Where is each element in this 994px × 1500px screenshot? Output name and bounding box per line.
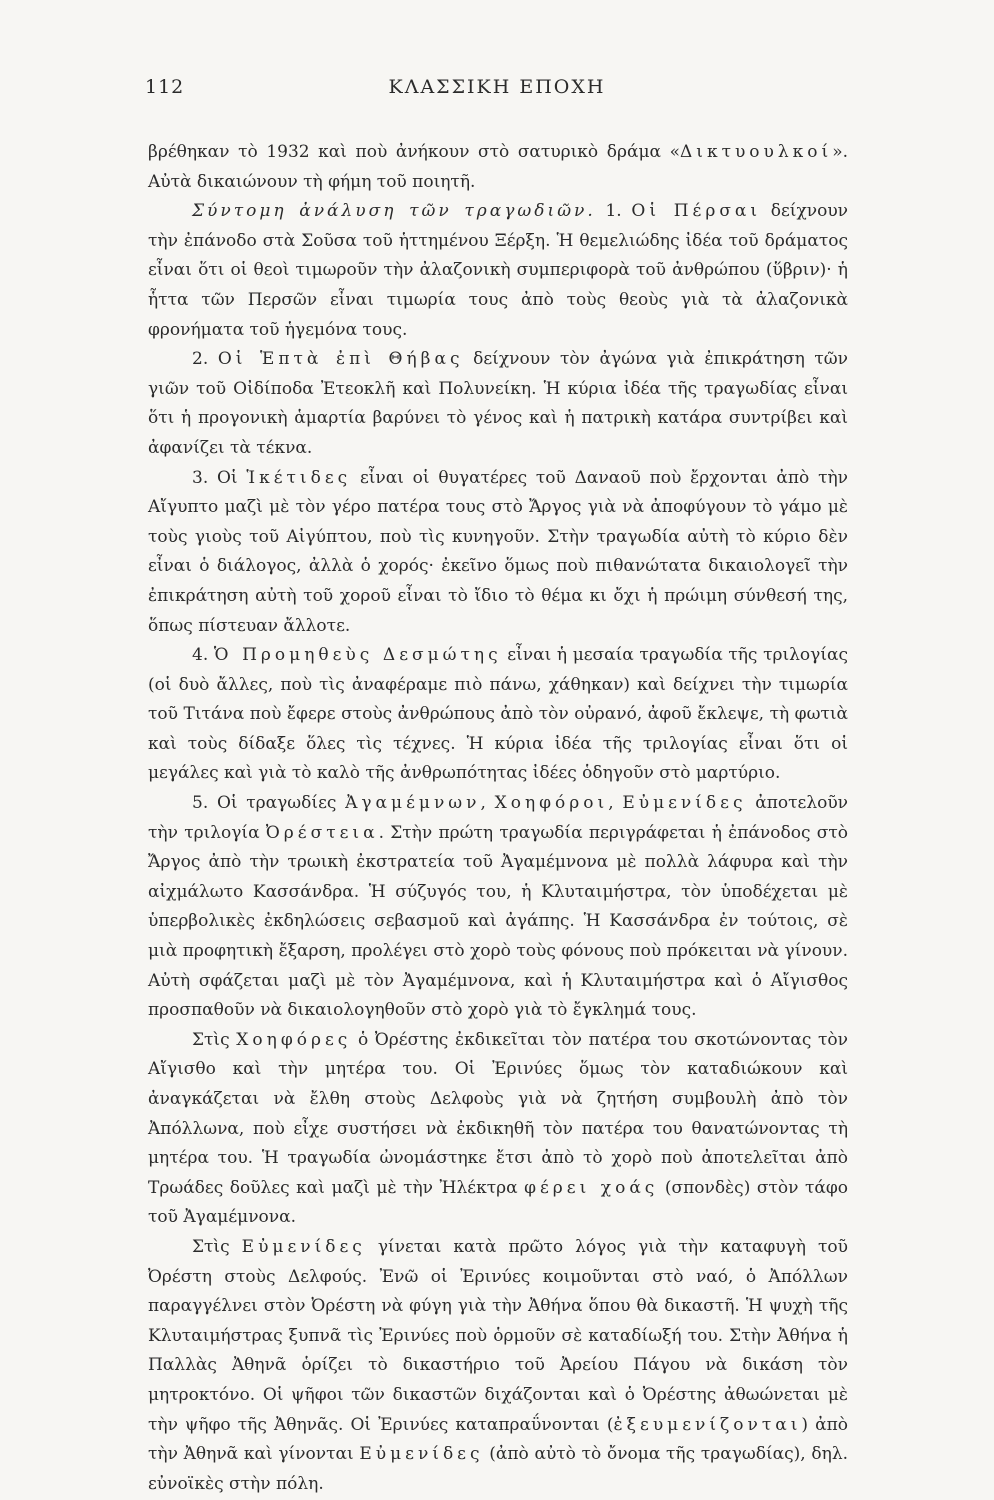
text-run: ἀποτελοῦν τὴν τριλογία: [148, 793, 849, 843]
spaced-title: Οἱ Ἑπτὰ ἐπὶ Θήβας: [217, 349, 464, 370]
section-heading: Σύντομη ἀνάλυση τῶν τραγωδιῶν.: [192, 201, 596, 222]
spaced-title: Εὐμενίδες: [622, 793, 747, 814]
text-run: Στὶς: [192, 1029, 237, 1050]
text-run: 1.: [595, 201, 632, 222]
paragraph-0: [148, 138, 848, 197]
paragraph-6: [148, 1026, 848, 1233]
text-run: 4.: [192, 645, 214, 666]
spaced-title: Χοηφόροι: [494, 793, 609, 814]
spaced-title: Ὀρέστεια: [265, 822, 379, 843]
spaced-title: Ἀγαμέμνων: [345, 793, 481, 814]
spaced-title: Εὐμενίδες: [359, 1444, 484, 1465]
text-run: ὁ Ὀρέστης ἐκδικεῖται τὸν πατέρα του σκοτώνοντας τὸν Αἴγισθο καὶ τὴν μητέρα του. Οἱ Ἐρινύες ὅμως τὸν καταδιώκουν καὶ ἀναγκάζεται νὰ ἔλθη στοὺς Δελφοὺς γιὰ νὰ ζητήση συμβουλὴ ἀπὸ τὸν Ἀπόλλωνα, ποὺ εἶχε συστήσει νὰ ἐκδικηθῆ τὸν πατέρα του θανατώνοντας τὴ μητέρα του. Ἡ τραγωδία ὠνομάστηκε ἔτσι ἀπὸ τὸ χορὸ ποὺ ἀποτελεῖται ἀπὸ Τρωάδες δοῦλες καὶ μαζὶ μὲ τὴν Ἠλέκτρα: [148, 1029, 848, 1198]
paragraph-5: [148, 789, 848, 1026]
text-run: ,: [608, 793, 623, 814]
text-run: εἶναι ἡ μεσαία τραγωδία τῆς τριλογίας (οἱ δυὸ ἄλλες, ποὺ τὶς ἀναφέραμε πιὸ πάνω, χάθηκαν) καὶ δείχνει τὴν τιμωρία τοῦ Τιτάνα ποὺ ἔφερε στοὺς ἀνθρώπους ἀπὸ τὸν οὐρανό, ἀφοῦ ἔκλεψε, τὴ φωτιὰ καὶ τοὺς δίδαξε ὅλες τὶς τέχνες. Ἡ κύρια ἰδέα τῆς τριλογίας εἶναι ὅτι οἱ μεγάλες καὶ γιὰ τὸ καλὸ τῆς ἀνθρωπότητας ἰδέες ὁδηγοῦν στὸ μαρτύριο.: [148, 645, 848, 784]
spaced-title: Ἱκέτιδες: [246, 467, 352, 488]
text-run: Στὶς: [192, 1236, 242, 1257]
text-run: δείχνουν τὴν ἐπάνοδο στὰ Σοῦσα τοῦ ἡττημένου Ξέρξη. Ἡ θεμελιώδης ἰδέα τοῦ δράματος εἶναι ὅτι οἱ θεοὶ τιμωροῦν τὴν ἀλαζονικὴ συμπεριφορὰ τοῦ ἀνθρώπου (ὕβριν)· ἡ ἧττα τῶν Περσῶν εἶναι τιμωρία τους ἀπὸ τοὺς θεοὺς γιὰ τὰ ἀλαζονικὰ φρονήματα τοῦ ἡγεμόνα τους.: [148, 201, 849, 340]
spaced-title: Δικτυουλκοί: [680, 142, 833, 162]
paragraph-2: [148, 345, 848, 463]
text-run: εἶναι οἱ θυγατέρες τοῦ Δαναοῦ ποὺ ἔρχονται ἀπὸ τὴν Αἴγυπτο μαζὶ μὲ τὸν γέρο πατέρα τους στὸ Ἄργος γιὰ νὰ ἀποφύγουν τὸ γάμο μὲ τοὺς γιοὺς τοῦ Αἰγύπτου, ποὺ τὶς κυνηγοῦν. Στὴν τραγωδία αὐτὴ τὸ κύριο δὲν εἶναι ὁ διάλογος, ἀλλὰ ὁ χορός· ἐκεῖνο ὅμως ποὺ πιθανώτατα δικαιολογεῖ τὴν ἐπικράτηση αὐτὴ τοῦ χοροῦ εἶναι τὸ ἴδιο τὸ θέμα κι ὄχι ἡ πρώιμη σύνθεσή της, ὅπως πίστευαν ἄλλοτε.: [148, 467, 848, 636]
text-run: ) ἀπὸ τὴν Ἀθηνᾶ καὶ γίνονται: [148, 1414, 848, 1465]
text-run: (σπονδὲς) στὸν τάφο τοῦ Ἀγαμέμνονα.: [148, 1177, 848, 1228]
body-text: [148, 138, 848, 1499]
text-run: βρέθηκαν τὸ 1932 καὶ ποὺ ἀνήκουν στὸ σατυρικὸ δράμα «: [148, 142, 680, 162]
paragraph-3: [148, 464, 848, 642]
spaced-title: Ὁ Προμηθεὺς Δεσμώτης: [213, 645, 502, 666]
spaced-title: φέρει χοάς: [524, 1177, 659, 1198]
paragraph-7: [148, 1233, 848, 1499]
running-title: ΚΛΑΣΣΙΚΗ ΕΠΟΧΗ: [388, 76, 606, 98]
text-run: ». Αὐτὰ δικαιώνουν τὴ φήμη τοῦ ποιητῆ.: [148, 142, 848, 192]
spaced-title: ἐξευμενίζονται: [613, 1414, 802, 1435]
text-run: 3. Οἱ: [192, 467, 247, 488]
text-run: . Στὴν πρώτη τραγωδία περιγράφεται ἡ ἐπάνοδος στὸ Ἄργος ἀπὸ τὴν τρωικὴ ἐκστρατεία τοῦ Ἀγαμέμνονα μὲ πολλὰ λάφυρα καὶ τὴν αἰχμάλωτο Κασσάνδρα. Ἡ σύζυγός του, ἡ Κλυταιμήστρα, τὸν ὑποδέχεται μὲ ὑπερβολικὲς ἐκδηλώσεις σεβασμοῦ καὶ ἀγάπης. Ἡ Κασσάνδρα ἐν τούτοις, σὲ μιὰ προφητικὴ ἔξαρση, προλέγει στὸ χορὸ τοὺς φόνους ποὺ πρόκειται νὰ γίνουν. Αὐτὴ σφάζεται μαζὶ μὲ τὸν Ἀγαμέμνονα, καὶ ἡ Κλυταιμήστρα καὶ ὁ Αἴγισθος προσπαθοῦν νὰ δικαιολογηθοῦν στὸ χορὸ γιὰ τὸ ἔγκλημά τους.: [148, 822, 849, 1021]
spaced-title: Χοηφόρες: [236, 1029, 352, 1050]
spaced-title: Οἱ Πέρσαι: [631, 201, 762, 222]
text-run: 2.: [192, 349, 218, 370]
text-run: ,: [480, 793, 495, 814]
spaced-title: Εὐμενίδες: [241, 1236, 366, 1257]
text-run: 5. Οἱ τραγωδίες: [192, 793, 346, 814]
text-run: (ἀπὸ αὐτὸ τὸ ὄνομα τῆς τραγωδίας), δηλ. εὐνοϊκὲς στὴν πόλη.: [148, 1444, 848, 1494]
page-header: [0, 68, 994, 108]
text-run: γίνεται κατὰ πρῶτο λόγος γιὰ τὴν καταφυγὴ τοῦ Ὀρέστη στοὺς Δελφούς. Ἐνῶ οἱ Ἐρινύες κοιμοῦνται στὸ ναό, ὁ Ἀπόλλων παραγγέλνει στὸν Ὀρέστη νὰ φύγη γιὰ τὴν Ἀθήνα ὅπου θὰ δικαστῆ. Ἡ ψυχὴ τῆς Κλυταιμήστρας ξυπνᾶ τὶς Ἐρινύες ποὺ ὁρμοῦν σὲ καταδίωξή του. Στὴν Ἀθήνα ἡ Παλλὰς Ἀθηνᾶ ὁρίζει τὸ δικαστήριο τοῦ Ἀρείου Πάγου νὰ δικάση τὸν μητροκτόνο. Οἱ ψῆφοι τῶν δικαστῶν διχάζονται καὶ ὁ Ὀρέστης ἀθωώνεται μὲ τὴν ψῆφο τῆς Ἀθηνᾶς. Οἱ Ἐρινύες καταπραΰνονται (: [148, 1236, 849, 1435]
paragraph-1: [148, 197, 848, 345]
paragraph-4: [148, 641, 848, 789]
text-run: δείχνουν τὸν ἀγώνα γιὰ ἐπικράτηση τῶν γιῶν τοῦ Οἰδίποδα Ἐτεοκλῆ καὶ Πολυνείκη. Ἡ κύρια ἰδέα τῆς τραγωδίας εἶναι ὅτι ἡ προγονικὴ ἁμαρτία βαρύνει τὸ γένος καὶ ἡ πατρικὴ κατάρα συντρίβει καὶ ἀφανίζει τὰ τέκνα.: [148, 349, 849, 458]
page-number: 112: [145, 76, 185, 98]
